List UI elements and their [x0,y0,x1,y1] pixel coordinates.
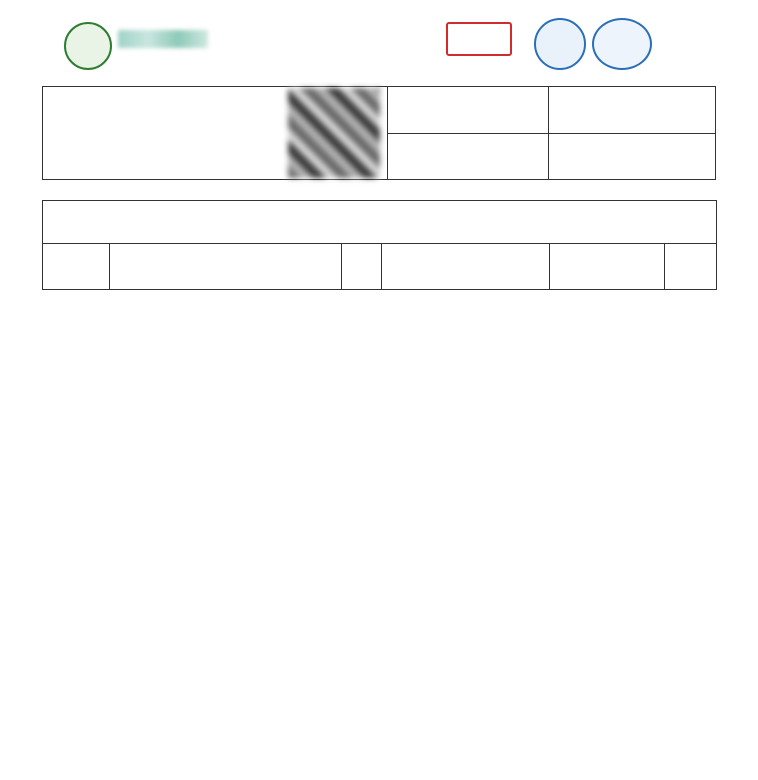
results-table [42,200,717,290]
header-standard [382,244,550,290]
company-logo [64,22,112,70]
header-result [550,244,665,290]
cnas-logo [592,18,652,70]
redacted-company-name [118,30,208,48]
redacted-qr-code [288,88,380,178]
table-caption [43,201,717,244]
header-unit [342,244,382,290]
divider [387,133,716,134]
header-judgement [665,244,717,290]
ilac-mra-logo [534,18,586,70]
header-no [43,244,110,290]
header-item [110,244,342,290]
cma-logo [446,22,512,56]
